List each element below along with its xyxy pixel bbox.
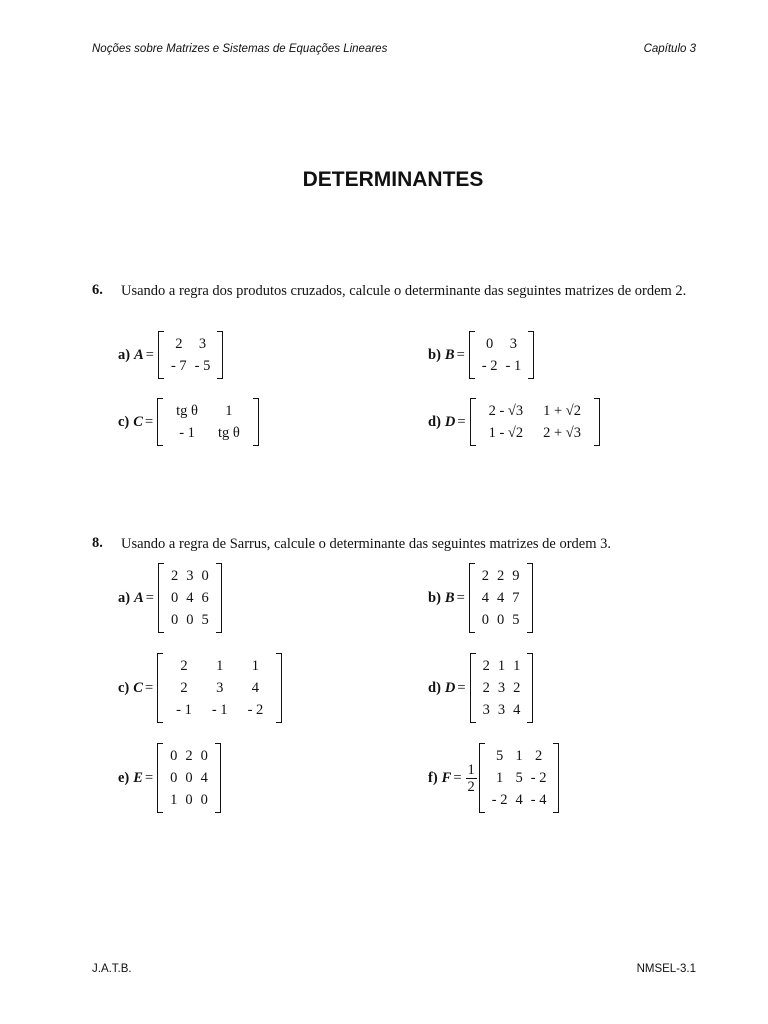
matrix-cell: 0 (170, 590, 179, 606)
matrix-cell: 0 (497, 612, 505, 628)
equals-sign: = (456, 346, 465, 363)
matrix-cell: 0 (486, 336, 494, 352)
matrix-cell: 0 (170, 770, 178, 786)
equals-sign: = (456, 589, 465, 606)
matrix-cell: - 1 (505, 358, 522, 374)
q6-item-a (118, 331, 223, 379)
q6-item-d (428, 398, 600, 446)
question-6-text: Usando a regra dos produtos cruzados, calcule o determinante das seguintes matrizes de ordem 2. (121, 283, 687, 299)
matrix-cell: 1 + √2 (543, 403, 582, 419)
matrix-cell: 3 (509, 336, 517, 352)
equals-sign: = (144, 413, 154, 430)
matrix-cell: - 2 (481, 358, 498, 374)
matrix-variable: A (134, 589, 144, 606)
footer-left: J.A.T.B. (92, 963, 132, 975)
matrix-cell: 1 (497, 658, 506, 674)
matrix-cell: 1 - √2 (488, 425, 524, 441)
item-label: e) (118, 769, 130, 786)
q8-item-f (428, 743, 559, 813)
matrix-variable: B (444, 589, 455, 606)
matrix-cell: 4 (513, 702, 521, 718)
item-label: b) (428, 589, 441, 606)
matrix-cell: 0 (170, 748, 178, 764)
matrix-cell: 0 (185, 792, 193, 808)
matrix-cell: 4 (186, 590, 194, 606)
fraction-numerator: 1 (467, 761, 475, 778)
matrix-cell: - 1 (176, 702, 192, 718)
matrix-cell: 1 (496, 770, 504, 786)
matrix-cell: 0 (200, 748, 208, 764)
matrix-cell: 1 (515, 748, 523, 764)
matrix-cell: 2 + √3 (543, 425, 582, 441)
matrix-variable: C (133, 413, 143, 430)
matrix-cell: 7 (512, 590, 520, 606)
matrix-cell: 2 (170, 568, 179, 584)
matrix-variable: D (444, 679, 456, 696)
matrix-cell: 2 (482, 680, 490, 696)
matrix-variable: D (444, 413, 456, 430)
footer-right: NMSEL-3.1 (636, 963, 696, 975)
equals-sign: = (457, 679, 466, 696)
equals-sign: = (453, 769, 462, 786)
matrix-cell: 2 (180, 680, 188, 696)
question-8-number: 8. (92, 535, 103, 551)
matrix-cell: 9 (512, 568, 520, 584)
matrix-cell: 0 (186, 612, 194, 628)
matrix-cell: 4 (497, 590, 505, 606)
matrix-cell: - 2 (247, 702, 264, 718)
q6-item-b (428, 331, 534, 379)
scalar-fraction (466, 762, 477, 795)
matrix-cell: 4 (515, 792, 523, 808)
q8-item-b (428, 563, 533, 633)
q8-item-e (118, 743, 221, 813)
matrix-variable: F (441, 769, 452, 786)
matrix-cell: - 4 (530, 792, 547, 808)
matrix-cell: 2 (481, 568, 490, 584)
matrix-cell: 3 (186, 568, 194, 584)
matrix-cell: 2 (482, 658, 490, 674)
matrix-cell: 3 (497, 680, 506, 696)
matrix-cell: 2 (180, 658, 188, 674)
matrix-cell: 2 - √3 (488, 403, 524, 419)
matrix (470, 653, 534, 723)
matrix-cell: 1 (216, 658, 224, 674)
equals-sign: = (144, 769, 154, 786)
matrix (479, 743, 560, 813)
equals-sign: = (145, 346, 154, 363)
item-label: c) (118, 679, 130, 696)
equals-sign: = (457, 413, 466, 430)
item-label: d) (428, 413, 441, 430)
matrix-cell: tg θ (217, 425, 240, 441)
matrix (157, 398, 259, 446)
matrix-cell: - 1 (179, 425, 195, 441)
q6-item-c (118, 398, 259, 446)
matrix-cell: - 5 (194, 358, 211, 374)
matrix-cell: 0 (201, 568, 209, 584)
q8-item-c (118, 653, 282, 723)
equals-sign: = (144, 679, 154, 696)
matrix-cell: 4 (200, 770, 208, 786)
fraction-denominator: 2 (467, 778, 475, 795)
item-label: b) (428, 346, 441, 363)
matrix-cell: 1 (225, 403, 233, 419)
matrix-cell: 2 (497, 568, 505, 584)
page-title: DETERMINANTES (302, 168, 484, 191)
matrix-cell: 1 (251, 658, 260, 674)
matrix-cell: 2 (175, 336, 183, 352)
matrix-cell: 5 (201, 612, 209, 628)
matrix-cell: tg θ (176, 403, 198, 419)
matrix-cell: - 1 (211, 702, 228, 718)
matrix-variable: E (133, 769, 143, 786)
item-label: d) (428, 679, 441, 696)
matrix-variable: B (444, 346, 455, 363)
matrix-cell: - 7 (170, 358, 187, 374)
equals-sign: = (145, 589, 154, 606)
matrix-cell: 4 (481, 590, 490, 606)
item-label: a) (118, 346, 131, 363)
matrix-cell: 2 (534, 748, 543, 764)
question-8-text: Usando a regra de Sarrus, calcule o determinante das seguintes matrizes de ordem 3. (121, 536, 611, 552)
matrix-cell: 2 (513, 680, 521, 696)
matrix (469, 331, 534, 379)
matrix-cell: 5 (515, 770, 523, 786)
matrix (157, 653, 282, 723)
matrix-cell: 5 (512, 612, 520, 628)
matrix (469, 563, 533, 633)
matrix-variable: A (134, 346, 144, 363)
matrix-cell: 2 (185, 748, 193, 764)
question-6-number: 6. (92, 282, 103, 298)
matrix-cell: 4 (251, 680, 260, 696)
matrix-cell: 0 (185, 770, 193, 786)
q8-item-a (118, 563, 222, 633)
matrix-variable: C (133, 679, 143, 696)
matrix-cell: - 2 (530, 770, 547, 786)
matrix-cell: 1 (513, 658, 521, 674)
matrix (158, 331, 223, 379)
matrix-cell: - 2 (491, 792, 508, 808)
running-header-right: Capítulo 3 (643, 43, 696, 55)
matrix-cell: 0 (200, 792, 208, 808)
item-label: a) (118, 589, 131, 606)
running-header-left: Noções sobre Matrizes e Sistemas de Equações Lineares (92, 43, 388, 55)
matrix (470, 398, 600, 446)
item-label: c) (118, 413, 130, 430)
matrix-cell: 5 (496, 748, 504, 764)
matrix (158, 563, 222, 633)
matrix-cell: 1 (170, 792, 178, 808)
matrix (157, 743, 221, 813)
matrix-cell: 0 (481, 612, 490, 628)
matrix-cell: 3 (198, 336, 207, 352)
matrix-cell: 3 (482, 702, 490, 718)
item-label: f) (428, 769, 438, 786)
matrix-cell: 3 (497, 702, 506, 718)
q8-item-d (428, 653, 533, 723)
matrix-cell: 6 (201, 590, 209, 606)
matrix-cell: 3 (216, 680, 224, 696)
matrix-cell: 0 (170, 612, 179, 628)
